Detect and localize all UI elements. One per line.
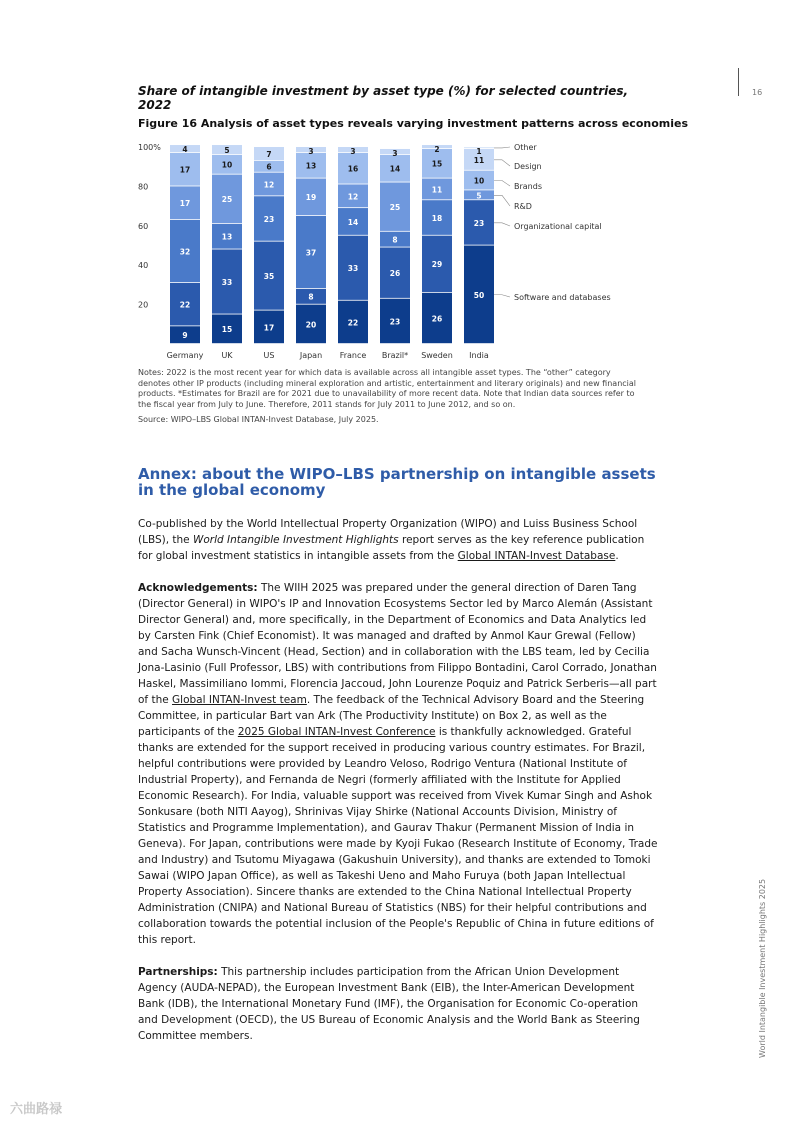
data-label: 8 xyxy=(392,235,398,245)
acknowledgements-label: Acknowledgements: xyxy=(138,582,258,594)
intro-text-1: Co-published by the World Intellectual Property Organization (WIPO) and Luiss Business School (LBS), the xyxy=(138,518,638,546)
legend-label: R&D xyxy=(514,202,532,211)
acknowledgements-text-2: . The feedback of the Technical Advisory Board and the Steering Committee, in particular Bart van Ark (The Productivity Institute) on Box 2, as well as the participants of the xyxy=(138,694,645,738)
data-label: 3 xyxy=(392,148,398,158)
y-tick-label: 100% xyxy=(138,143,161,152)
legend-leader-line xyxy=(494,295,510,297)
x-tick-label: Sweden xyxy=(421,351,453,360)
data-label: 23 xyxy=(389,317,401,327)
data-label: 20 xyxy=(305,320,317,330)
partnerships-text: This partnership includes participation from the African Union Development Agency (AUDA-NEPAD), the European Investment Bank (EIB), the Inter-American Development Bank (IDB), the International Monetary Fund (IMF), the Organisation for Economic Co-operation and Development (OECD), the US Bureau of Economic Analysis and the World Bank as Steering Committee members. xyxy=(138,966,640,1042)
data-label: 18 xyxy=(431,213,443,223)
y-tick-label: 80 xyxy=(138,182,149,192)
data-label: 33 xyxy=(221,277,233,287)
legend-leader-line xyxy=(494,180,510,186)
data-label: 50 xyxy=(473,290,485,300)
data-label: 32 xyxy=(179,247,191,257)
data-label: 3 xyxy=(350,147,356,156)
figure-title: Figure 16 Analysis of asset types reveals varying investment patterns across economies xyxy=(138,117,689,130)
global-intan-invest-conference-link[interactable]: 2025 Global INTAN-Invest Conference xyxy=(237,726,436,738)
data-label: 25 xyxy=(221,195,233,205)
data-label: 29 xyxy=(431,260,443,270)
section-heading: Share of intangible investment by asset type (%) for selected countries, 2022 xyxy=(138,84,629,112)
page-number: 16 xyxy=(752,88,763,97)
data-label: 4 xyxy=(182,145,188,155)
data-label: 37 xyxy=(305,248,317,258)
annex-heading: Annex: about the WIPO–LBS partnership on intangible assets in the global economy xyxy=(138,465,656,499)
data-label: 16 xyxy=(347,164,359,174)
chart-notes: Notes: 2022 is the most recent year for which data is available across all intangible asset types. The “other” category denotes other IP products (including mineral exploration and artistic, entertainment and literary originals) and new financial products. *Estimates for Brazil are for 2021 due to unavailability of more recent data. Note that Indian data sources refer to the fiscal year from July to June. Therefore, 2011 stands for July 2011 to June 2012, and so on. xyxy=(138,368,637,409)
data-label: 26 xyxy=(389,269,401,279)
data-label: 33 xyxy=(347,264,359,274)
legend-label: Brands xyxy=(514,182,542,191)
x-tick-label: Japan xyxy=(299,351,323,360)
data-label: 2 xyxy=(434,145,440,155)
data-label: 6 xyxy=(266,162,272,172)
intro-text-3: . xyxy=(615,550,619,562)
intro-text-2: report serves as the key reference publication for global investment statistics in intangible assets from the xyxy=(138,534,645,562)
data-label: 9 xyxy=(182,331,188,341)
x-tick-label: France xyxy=(339,351,367,360)
data-label: 17 xyxy=(179,165,191,175)
acknowledgements-text-1: The WIIH 2025 was prepared under the general direction of Daren Tang (Director General) in WIPO's IP and Innovation Ecosystems Sector led by Marco Alemán (Assistant Director General) and, more specifically, in the Department of Economics and Data Analytics led by Carsten Fink (Chief Economist). It was managed and drafted by Anmol Kaur Grewal (Fellow) and Sacha Wunsch-Vincent (Head, Section) and in collaboration with the LBS team, led by Cecilia Jona-Lasinio (Full Professor, LBS) with contributions from Filippo Bontadini, Carol Corrado, Jonathan Haskel, Massimiliano Iommi, Florencia Jaccoud, John Lourenze Poquiz and Patrick Serberis—all part of the xyxy=(138,582,657,706)
legend-leader-line xyxy=(494,195,510,206)
global-intan-invest-team-link[interactable]: Global INTAN-Invest team xyxy=(172,694,307,706)
data-label: 5 xyxy=(476,191,482,201)
global-intan-invest-database-link[interactable]: Global INTAN-Invest Database xyxy=(457,550,616,562)
data-label: 14 xyxy=(347,217,359,227)
x-tick-label: Brazil* xyxy=(381,351,409,360)
data-label: 8 xyxy=(308,292,314,302)
data-label: 17 xyxy=(179,199,191,209)
y-tick-label: 20 xyxy=(138,300,149,310)
x-tick-label: US xyxy=(263,351,275,360)
data-label: 19 xyxy=(305,193,317,203)
data-label: 12 xyxy=(263,180,275,190)
side-running-title: World Intangible Investment Highlights 2025 xyxy=(758,878,767,1058)
data-label: 3 xyxy=(308,147,314,156)
data-label: 23 xyxy=(263,214,275,224)
data-label: 1 xyxy=(476,147,482,156)
data-label: 5 xyxy=(224,145,230,155)
data-label: 10 xyxy=(473,176,485,186)
data-label: 22 xyxy=(179,300,191,310)
data-label: 13 xyxy=(305,161,317,171)
data-label: 12 xyxy=(347,192,359,202)
acknowledgements-text-3: is thankfully acknowledged. Grateful thanks are extended for the support received in producing various country estimates. For Brazil, helpful contributions were provided by Leandro Veloso, Rodrigo Ventura (National Institute of Industrial Property), and Fernanda de Negri (formerly affiliated with the Institute for Applied Economic Research). For India, valuable support was received from Vivek Kumar Singh and Ashok Sonkusare (both NITI Aayog), Shrinivas Vijay Shirke (National Accounts Division, Ministry of Statistics and Programme Implementation), and Gaurav Thakur (Permanent Mission of India in Geneva). For Japan, contributions were made by Kyoji Fukao (Research Institute of Economy, Trade and Industry) and Tsutomu Miyagawa (Gakushuin University), and thanks are extended to Tomoki Sawai (WIPO Japan Office), as well as Takeshi Ueno and Maho Furuya (both Japan Intellectual Property Association). Sincere thanks are extended to the China National Intellectual Property Administration (CNIPA) and National Bureau of Statistics (NBS) for their helpful contributions and collaboration towards the potential inclusion of the People's Republic of China in future editions of this report. xyxy=(138,726,658,946)
intro-paragraph xyxy=(138,516,658,564)
y-tick-label: 40 xyxy=(138,261,149,271)
data-label: 13 xyxy=(221,232,233,242)
watermark-logo: 六曲路禄 xyxy=(10,1102,63,1117)
x-tick-label: India xyxy=(469,351,489,360)
data-label: 35 xyxy=(263,272,275,282)
x-tick-label: UK xyxy=(221,351,233,360)
data-label: 22 xyxy=(347,318,359,328)
x-tick-label: Germany xyxy=(166,351,204,360)
data-label: 23 xyxy=(473,218,485,228)
data-label: 10 xyxy=(221,160,233,170)
legend-label: Organizational capital xyxy=(514,222,602,231)
data-label: 17 xyxy=(263,323,275,333)
legend-leader-line xyxy=(494,223,510,226)
data-label: 11 xyxy=(431,185,443,195)
legend-leader-line xyxy=(494,147,510,148)
data-label: 7 xyxy=(266,149,272,159)
stacked-bar-chart xyxy=(134,138,624,366)
legend-label: Software and databases xyxy=(514,293,611,302)
partnerships-label: Partnerships: xyxy=(138,966,218,978)
legend-label: Other xyxy=(514,143,537,152)
data-label: 25 xyxy=(389,203,401,213)
data-label: 15 xyxy=(431,159,443,169)
data-label: 26 xyxy=(431,314,443,324)
partnerships-paragraph xyxy=(138,964,658,1044)
data-label: 15 xyxy=(221,325,233,335)
data-label: 11 xyxy=(473,155,485,165)
y-tick-label: 60 xyxy=(138,221,149,231)
acknowledgements-paragraph xyxy=(138,580,658,948)
top-rule xyxy=(738,68,739,96)
report-title-italic: World Intangible Investment Highlights xyxy=(192,534,399,546)
chart-source: Source: WIPO–LBS Global INTAN-Invest Database, July 2025. xyxy=(138,415,379,424)
data-label: 14 xyxy=(389,164,401,174)
legend-label: Design xyxy=(514,162,542,171)
legend-leader-line xyxy=(494,160,510,166)
